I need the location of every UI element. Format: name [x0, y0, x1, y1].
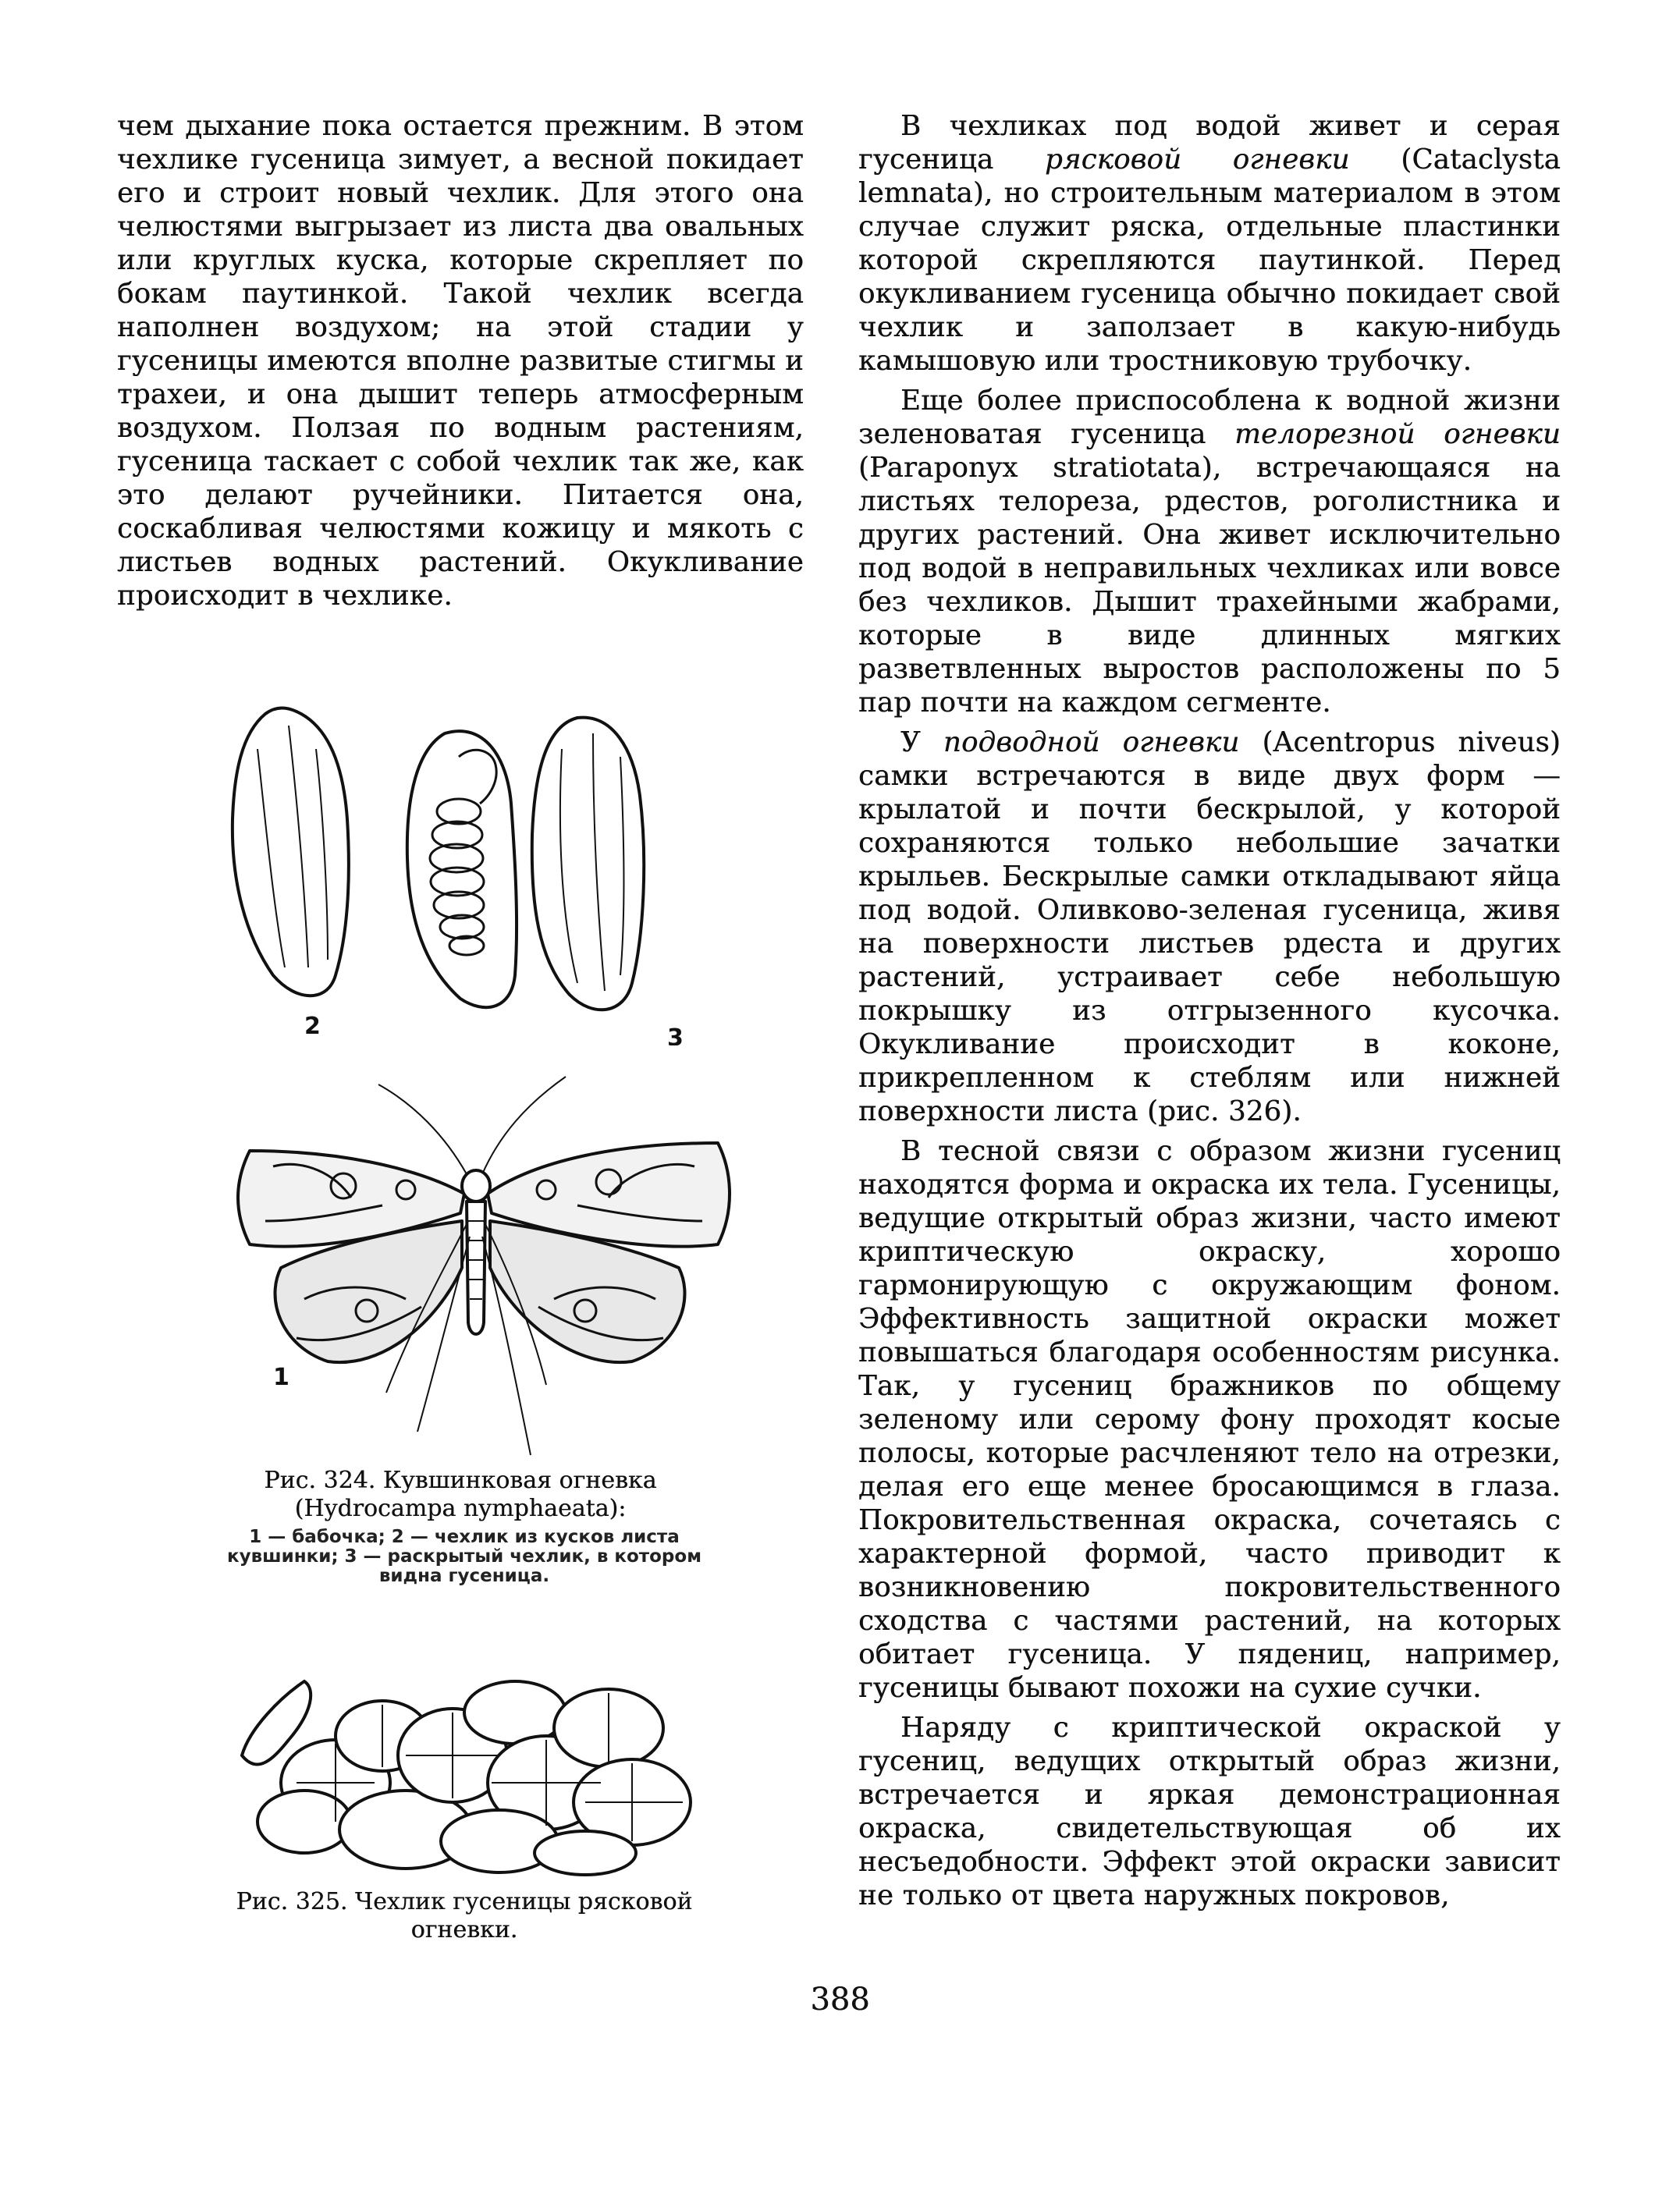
right-column	[858, 109, 1561, 1912]
figure-324-moth	[218, 1065, 733, 1471]
figure-325-caption: Рис. 325. Чехлик гусеницы рясковой огневки.	[236, 1888, 693, 1943]
right-paragraph-4: В тесной связи с образом жизни гусениц находятся форма и окраска их тела. Гусеницы, ведущие открытый образ жизни, часто имеют криптическую окраску, хорошо гармонирующую с окружающим фоном. Эффективность защитной окраски может повышаться благодаря особенностям рисунка. Так, у гусениц бражников по общему зеленому или серому фону проходят косые полосы, которые расчленяют тело на отрезки, делая его еще менее бросающимся в глаза. Покровительственная окраска, сочетаясь с характерной формой, часто приводит к возникновению покровительственного сходства с частями растений, на которых обитает гусеница. У пядениц, например, гусеницы бывают похожи на сухие сучки.	[858, 1135, 1561, 1704]
opened-case-left	[407, 731, 517, 1007]
figure-324-caption-title: Рис. 324. Кувшинковая огневка (Hydrocampa nymphaeata):	[264, 1467, 657, 1522]
right-paragraph-2: Еще более приспособлена к водной жизни зеленоватая гусеница телорезной огневки (Paraponyx stratiotata), встречающаяся на листьях телореза, рдестов, роголистника и других растений. Она живет исключительно под водой в неправильных чехликах или вовсе без чехликов. Дышит трахейными жабрами, которые в виде длинных мягких разветвленных выростов расположены по 5 пар почти на каждом сегменте.	[858, 385, 1561, 719]
figure-325-case	[218, 1666, 718, 1876]
figure-label-3: 3	[667, 1024, 684, 1045]
page-number: 388	[810, 1982, 870, 2018]
right-paragraph-1: В чехликах под водой живет и серая гусеница рясковой огневки (Cataclysta lemnata), но строительным материалом в этом случае служит ряска, отдельные пластинки которой скрепляются паутинкой. Перед окукливанием гусеница обычно покидает свой чехлик и заползает в какую-нибудь камышовую или тростниковую трубочку.	[858, 110, 1561, 377]
left-column	[117, 109, 804, 612]
figure-324-caption-legend: 1 — бабочка; 2 — чехлик из кусков листа кувшинки; 3 — раскрытый чехлик, в котором видна гусеница.	[227, 1527, 701, 1586]
caterpillar	[430, 750, 496, 955]
leaf-case-2	[233, 708, 349, 996]
figure-324-cases	[211, 702, 710, 1045]
right-paragraph-3: У подводной огневки (Acentropus niveus) самки встречаются в виде двух форм — крылатой и почти бескрылой, у которой сохраняются только небольшие зачатки крыльев. Бескрылые самки откладывают яйца под водой. Оливково-зеленая гусеница, живя на поверхности листьев рдеста и других растений, устраивает себе небольшую покрышку из отгрызенного кусочка. Окукливание происходит в коконе, прикрепленном к стеблям или нижней поверхности листа (рис. 326).	[858, 726, 1561, 1127]
figure-label-1: 1	[273, 1364, 289, 1391]
opened-case-right	[532, 718, 644, 1010]
right-paragraph-5: Наряду с криптической окраской у гусениц, ведущих открытый образ жизни, встречается и яркая демонстрационная окраска, свидетельствующая об их несъедобности. Эффект этой окраски зависит не только от цвета наружных покровов,	[858, 1712, 1561, 1911]
left-paragraph-1: чем дыхание пока остается прежним. В этом чехлике гусеница зимует, а весной покидает его и строит новый чехлик. Для этого она челюстями выгрызает из листа два овальных или круглых куска, которые скрепляет по бокам паутинкой. Такой чехлик всегда наполнен воздухом; на этой стадии у гусеницы имеются вполне развитые стигмы и трахеи, и она дышит теперь атмосферным воздухом. Ползая по водным растениям, гусеница таскает с собой чехлик так же, как это делают ручейники. Питается она, соскабливая челюстями кожицу и мякоть с листьев водных растений. Окукливание происходит в чехлике.	[117, 110, 804, 612]
figure-label-2: 2	[304, 1013, 321, 1040]
